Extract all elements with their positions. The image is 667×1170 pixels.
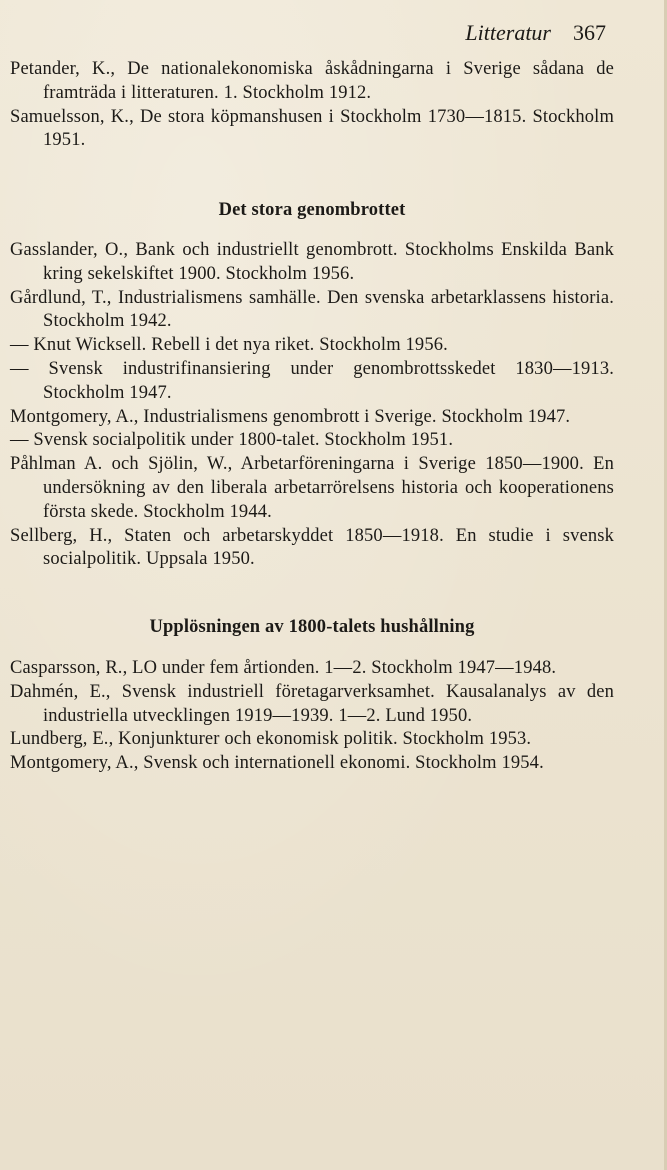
- bibliography-entry: Petander, K., De nationalekonomiska åskådningarna i Sverige sådana de framträda i litteraturen. 1. Stockholm 1912.: [10, 59, 614, 103]
- bibliography-entry: Montgomery, A., Industrialismens genombrott i Sverige. Stockholm 1947.: [10, 406, 571, 427]
- bibliography-entry: Gårdlund, T., Industrialismens samhälle. Den svenska arbetarklassens historia. Stockholm 1942.: [10, 287, 614, 332]
- running-header: [465, 20, 606, 46]
- section-heading: Upplösningen av 1800-talets hushållning: [149, 617, 475, 638]
- header-section-title: Litteratur: [465, 20, 551, 45]
- bibliography-entry: Dahmén, E., Svensk industriell företagarverksamhet. Kausalanalys av den industriella utvecklingen 1919—1939. 1—2. Lund 1950.: [10, 681, 614, 726]
- bibliography-entry: Montgomery, A., Svensk och internationell ekonomi. Stockholm 1954.: [10, 753, 544, 774]
- page-number: 367: [573, 20, 606, 45]
- bibliography-entry: Påhlman A. och Sjölin, W., Arbetarföreningarna i Sverige 1850—1900. En undersökning av den liberala arbetarrörelsens historia och kooperationens första skede. Stockholm 1944.: [10, 454, 614, 522]
- bibliography-entry: Sellberg, H., Staten och arbetarskyddet 1850—1918. En studie i svensk socialpolitik. Uppsala 1950.: [10, 525, 614, 570]
- bibliography-entry: — Knut Wicksell. Rebell i det nya riket. Stockholm 1956.: [10, 335, 448, 356]
- bibliography-entry: Lundberg, E., Konjunkturer och ekonomisk politik. Stockholm 1953.: [10, 729, 532, 750]
- bibliography-entry: Gasslander, O., Bank och industriellt genombrott. Stockholms Enskilda Bank kring sekelskiftet 1900. Stockholm 1956.: [10, 239, 614, 284]
- bibliography-entry: — Svensk socialpolitik under 1800-talet. Stockholm 1951.: [10, 430, 454, 451]
- bibliography-entry: Casparsson, R., LO under fem årtionden. 1—2. Stockholm 1947—1948.: [10, 657, 557, 678]
- bibliography-entry: Samuelsson, K., De stora köpmanshusen i Stockholm 1730—1815. Stockholm 1951.: [10, 106, 614, 151]
- bibliography-entry: — Svensk industrifinansiering under genombrottsskedet 1830—1913. Stockholm 1947.: [10, 358, 614, 403]
- section-heading: Det stora genombrottet: [218, 200, 406, 221]
- bibliography: [10, 58, 614, 776]
